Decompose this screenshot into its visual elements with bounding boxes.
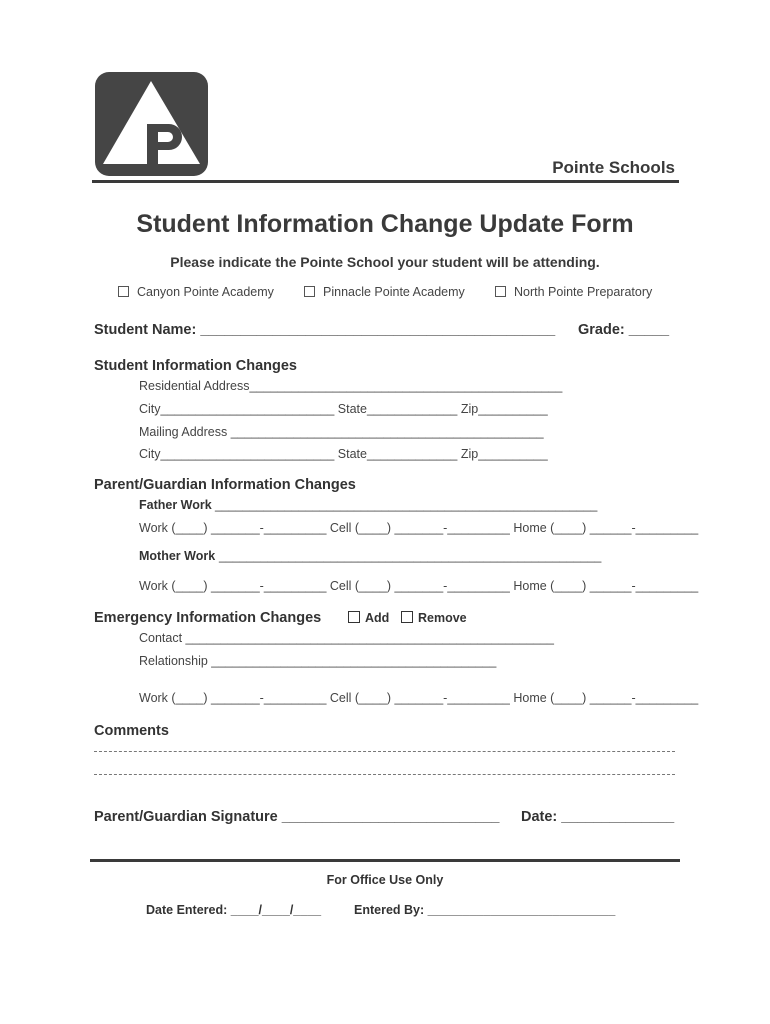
- mailing-address-field[interactable]: Mailing Address _____________________________________________: [139, 425, 544, 439]
- mother-work-field[interactable]: _______________________________________________________: [219, 549, 602, 563]
- form-title: Student Information Change Update Form: [136, 210, 634, 238]
- father-work-field[interactable]: _______________________________________________________: [215, 498, 598, 512]
- remove-checkbox[interactable]: Remove: [401, 611, 467, 625]
- checkbox-icon[interactable]: [348, 611, 360, 623]
- date-field[interactable]: Date: ______________: [521, 809, 675, 825]
- guardian-info-heading: Parent/Guardian Information Changes: [94, 477, 356, 493]
- school-option-north[interactable]: North Pointe Preparatory: [495, 285, 652, 299]
- school-option-canyon[interactable]: Canyon Pointe Academy: [118, 285, 274, 299]
- comments-heading: Comments: [94, 723, 169, 739]
- school-option-pinnacle[interactable]: Pinnacle Pointe Academy: [304, 285, 465, 299]
- header-rule: [92, 180, 679, 183]
- city-state-zip-field[interactable]: City_________________________ State_____________ Zip__________: [139, 402, 548, 416]
- add-checkbox[interactable]: Add: [348, 611, 389, 625]
- checkbox-icon[interactable]: [118, 286, 129, 297]
- signature-field[interactable]: Parent/Guardian Signature ___________________________: [94, 809, 500, 825]
- contact-field[interactable]: Contact _____________________________________________________: [139, 631, 555, 645]
- mailing-city-state-zip-field[interactable]: City_________________________ State_____________ Zip__________: [139, 447, 548, 461]
- comments-line-1[interactable]: [94, 751, 675, 752]
- residential-address-field[interactable]: Residential Address_____________________________________________: [139, 379, 563, 393]
- mother-work-label: Mother Work: [139, 549, 216, 563]
- grade-field[interactable]: Grade: _____: [578, 322, 670, 338]
- checkbox-icon[interactable]: [495, 286, 506, 297]
- emergency-phones-field[interactable]: Work (____) _______-_________ Cell (____) _______-_________ Home (____) ______-_________: [139, 691, 699, 705]
- date-entered-field[interactable]: Date Entered: ____/____/____: [146, 903, 322, 917]
- form-subtitle: Please indicate the Pointe School your student will be attending.: [170, 254, 600, 270]
- mother-phones-field[interactable]: Work (____) _______-_________ Cell (____) _______-_________ Home (____) ______-_________: [139, 579, 699, 593]
- office-use-heading: For Office Use Only: [326, 873, 444, 887]
- student-name-field[interactable]: Student Name: ____________________________________________: [94, 322, 556, 338]
- student-info-heading: Student Information Changes: [94, 358, 297, 374]
- father-work-label: Father Work: [139, 498, 212, 512]
- footer-rule: [90, 859, 680, 862]
- comments-line-2[interactable]: [94, 774, 675, 775]
- entered-by-field[interactable]: Entered By: ___________________________: [354, 903, 616, 917]
- father-phones-field[interactable]: Work (____) _______-_________ Cell (____) _______-_________ Home (____) ______-_________: [139, 521, 699, 535]
- checkbox-icon[interactable]: [304, 286, 315, 297]
- emergency-info-heading: Emergency Information Changes: [94, 610, 322, 626]
- relationship-field[interactable]: Relationship _________________________________________: [139, 654, 497, 668]
- pointe-schools-logo: [95, 72, 208, 176]
- checkbox-icon[interactable]: [401, 611, 413, 623]
- school-name: Pointe Schools: [552, 158, 675, 177]
